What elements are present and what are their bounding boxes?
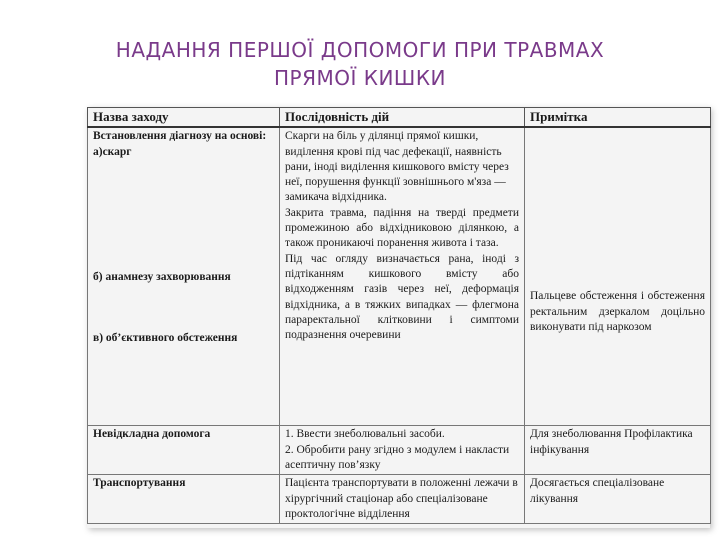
transport-note: Досягається спеціалізоване лікування bbox=[530, 477, 665, 505]
first-aid-table bbox=[87, 107, 711, 524]
anamnesis-text: Закрита травма, падіння на тверді предмети промежиною або відхідниковою ділянкою, а також проникаючі поранення живота і таза. bbox=[285, 206, 519, 250]
table-row-diagnosis bbox=[88, 127, 711, 426]
header-measure: Назва заходу bbox=[88, 108, 280, 128]
header-note: Примітка bbox=[525, 108, 711, 128]
examination-label: в) об’єктивного обстеження bbox=[93, 332, 238, 345]
urgent-measure-cell bbox=[88, 426, 280, 475]
title-line-2: ПРЯМОЇ КИШКИ bbox=[274, 66, 446, 90]
slide-title bbox=[20, 36, 700, 92]
urgent-note-cell bbox=[525, 426, 711, 475]
transport-label: Транспортування bbox=[93, 477, 186, 490]
header-actions: Послідовність дій bbox=[280, 108, 525, 128]
table-header-row bbox=[88, 108, 711, 128]
urgent-label: Невідкладна допомога bbox=[93, 428, 211, 441]
table-row-urgent-care bbox=[88, 426, 711, 475]
urgent-action-1: 1. Ввести знеболювальні засоби. bbox=[285, 428, 445, 441]
transport-action: Пацієнта транспортувати в положенні лежачи в хірургічний стаціонар або спеціалізоване проктологічне відділення bbox=[285, 477, 518, 520]
urgent-action-2: 2. Обробити рану згідно з модулем і накласти асептичну пов’язку bbox=[285, 443, 510, 472]
diagnosis-measure-cell bbox=[88, 127, 280, 426]
table-row-transport bbox=[88, 475, 711, 524]
transport-measure-cell bbox=[88, 475, 280, 524]
diagnosis-actions-cell bbox=[280, 127, 525, 426]
anamnesis-label: б) анамнезу захворювання bbox=[93, 270, 231, 283]
complaints-text: Скарги на біль у ділянці прямої кишки, виділення крові під час дефекації, наявність рани, іноді виділення кишкового вмісту через неї, порушення функції зовнішнього м'яза — замикача відхідника. bbox=[285, 130, 509, 204]
transport-note-cell bbox=[525, 475, 711, 524]
diagnosis-label: Встановлення діагнозу на основі: bbox=[93, 130, 267, 143]
complaints-label: а)скарг bbox=[93, 145, 132, 158]
first-aid-table-image bbox=[87, 107, 710, 528]
examination-text: Під час огляду визначається рана, іноді з підтіканням кишкового вмісту або відходженням газів через неї, деформація відхідника, а в тяжких випадках — флегмона параректальної клітковини і симптоми подразнення очеревини bbox=[285, 252, 519, 342]
diagnosis-note-cell bbox=[525, 127, 711, 426]
transport-actions-cell bbox=[280, 475, 525, 524]
urgent-actions-cell bbox=[280, 426, 525, 475]
title-line-1: НАДАННЯ ПЕРШОЇ ДОПОМОГИ ПРИ ТРАВМАХ bbox=[115, 38, 605, 62]
examination-note: Пальцеве обстеження і обстеження ректальним дзеркалом доцільно виконувати під наркозом bbox=[530, 290, 705, 333]
urgent-note: Для знеболювання Профілактика інфікування bbox=[530, 428, 693, 456]
